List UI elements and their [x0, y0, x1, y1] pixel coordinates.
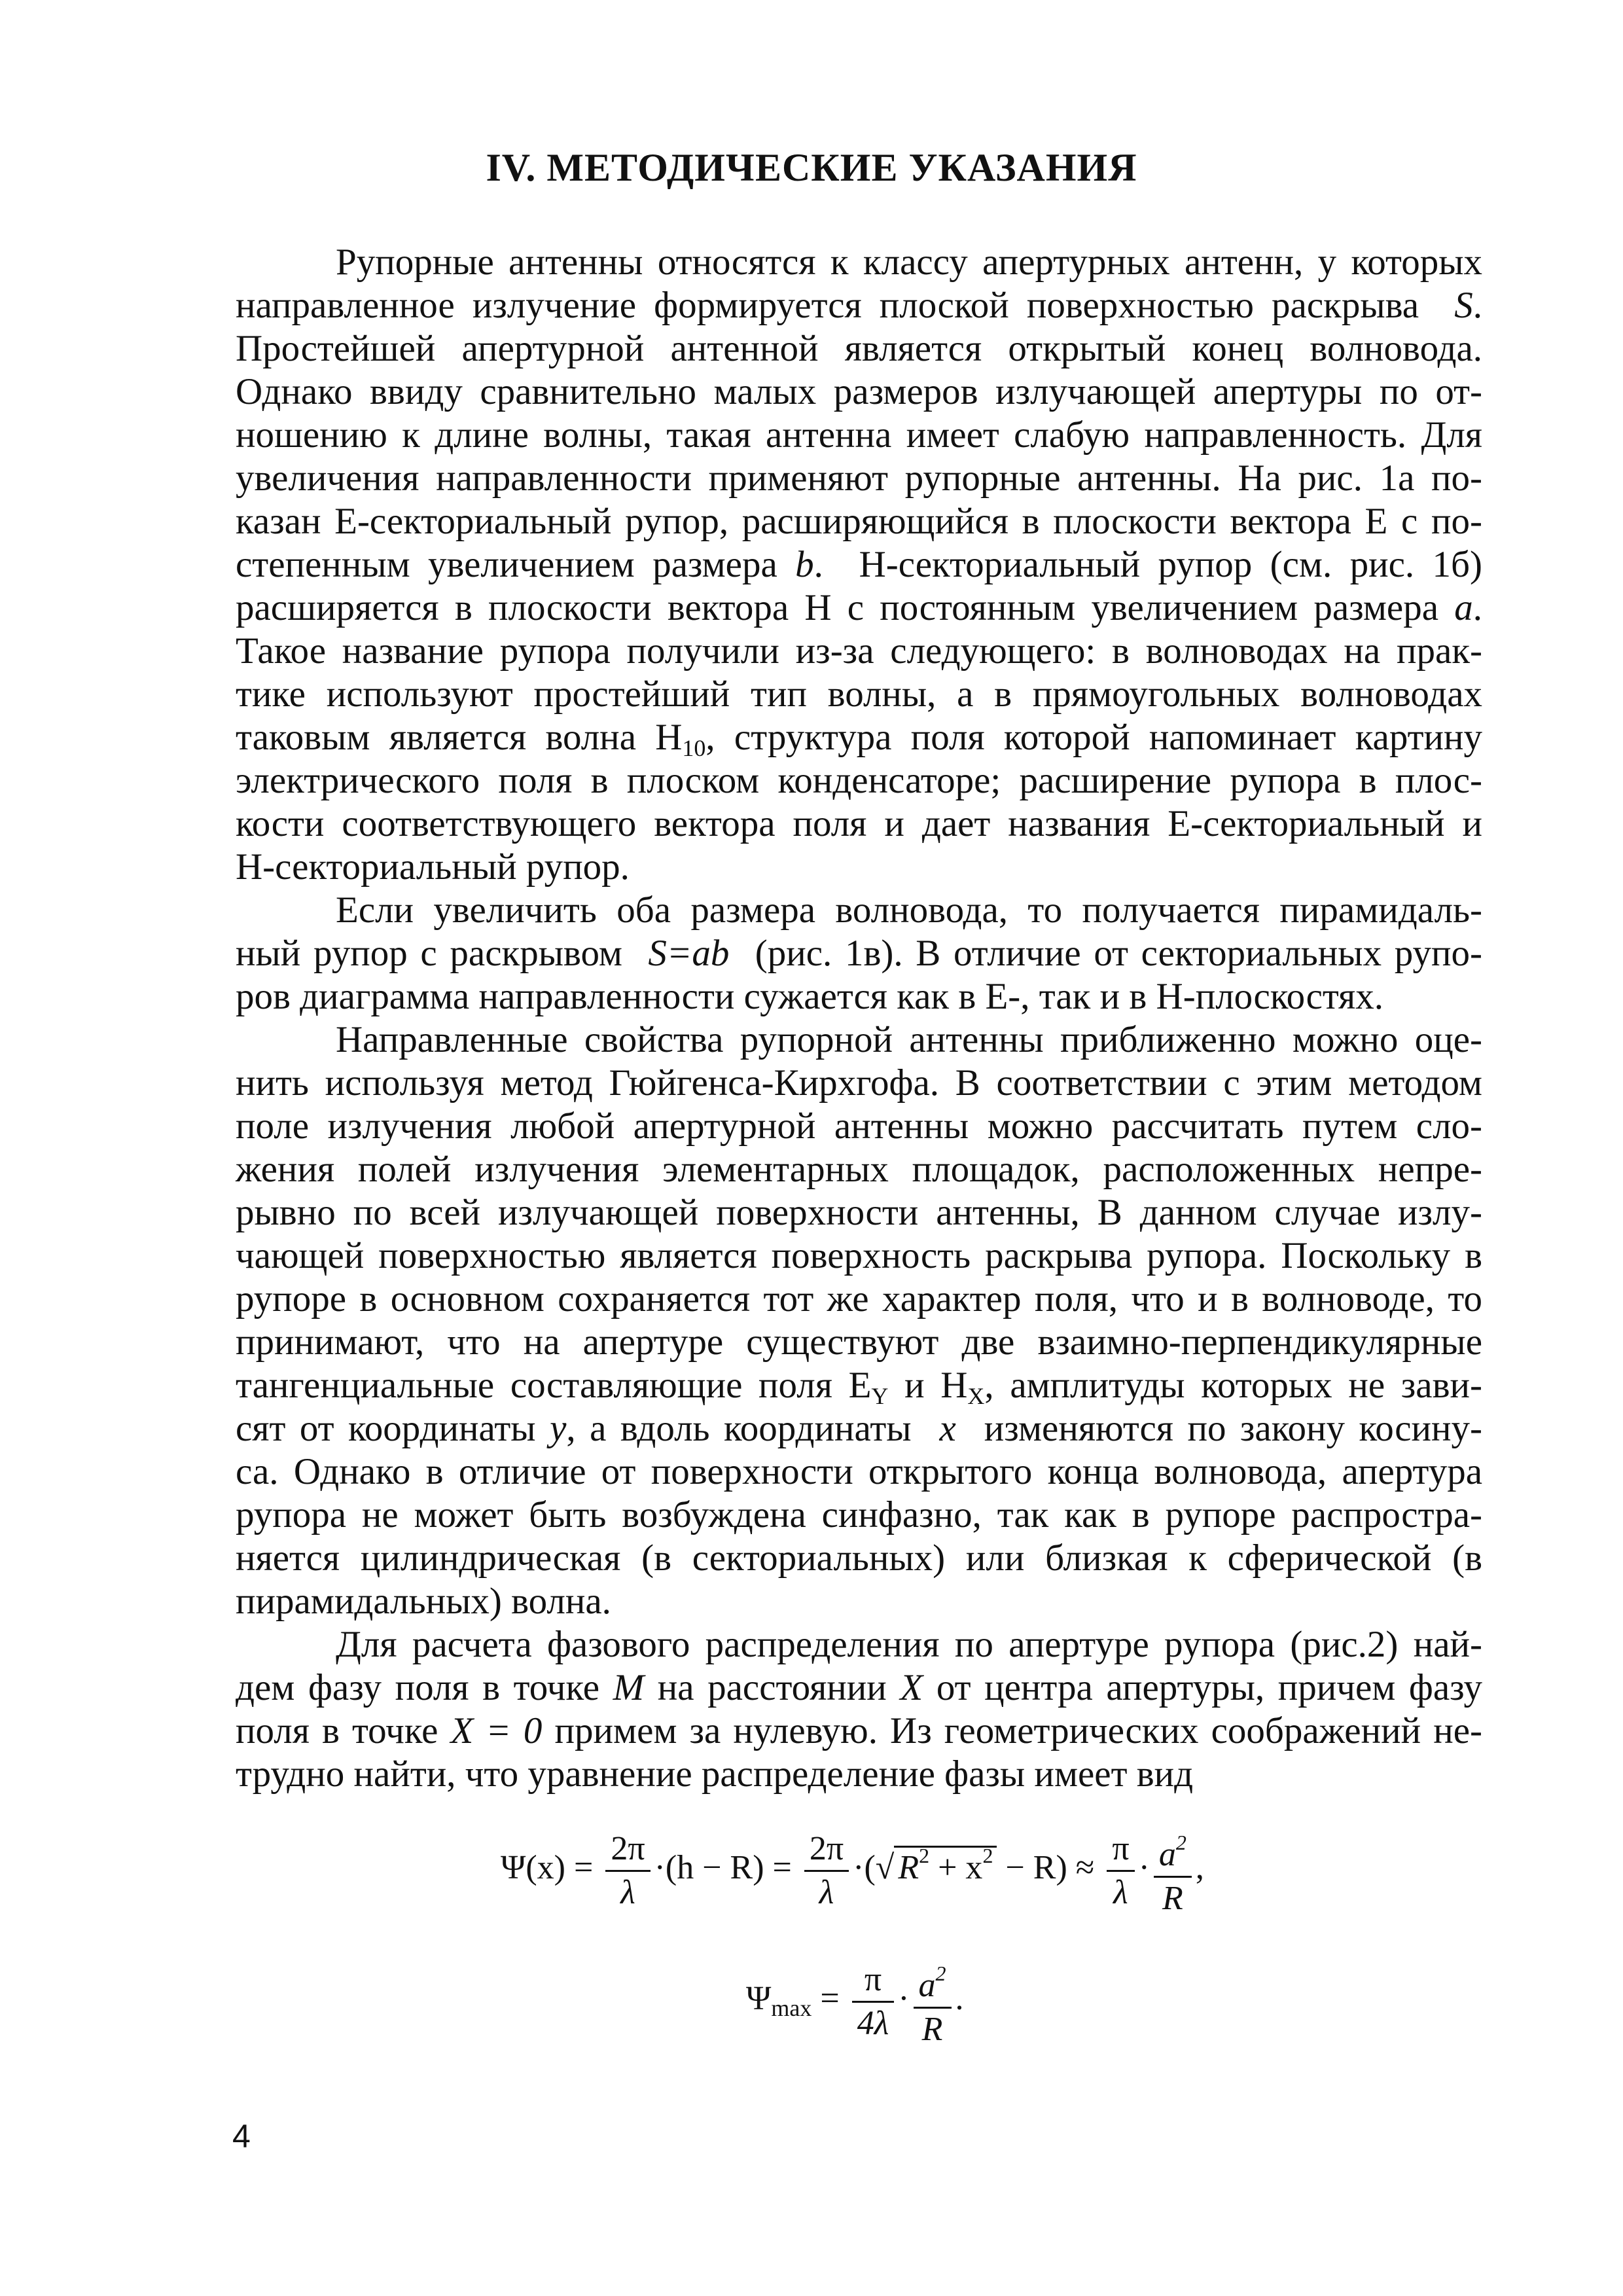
phase-equation: Ψ(x) = $\frac{2\pi}{\lambda}$ ·(h − R) = $\frac{2\pi}{\lambda}$ ·(√ $R^2 + x^2 - R$) ≈ $\frac{\pi}{\lambda}$ · $\frac{a^2}{R}$ ,: [501, 1823, 1204, 1918]
text-line: Н-секториальный рупор.: [236, 846, 630, 888]
fraction: $\frac{2\pi}{\lambda}$: [605, 1829, 650, 1912]
text-line: Такое название рупора получили из-за следующего: в волноводах на прак-: [236, 630, 1482, 672]
text-line: электрического поля в плоском конденсаторе; расширение рупора в плос-: [236, 760, 1482, 801]
text-line: Простейшей апертурной антенной является открытый конец волновода.: [236, 328, 1482, 369]
text-line: са. Однако в отличие от поверхности открытого конца волновода, апертура: [236, 1451, 1482, 1492]
fraction: $\frac{\pi}{4\lambda}$: [852, 1960, 895, 2043]
text-line: ношению к длине волны, такая антенна имеет слабую направленность. Для: [236, 414, 1482, 456]
text-line: пирамидальных) волна.: [236, 1581, 611, 1622]
max-phase-equation: $\Psi_{max}$ = $\frac{\pi}{4\lambda}$ · $\frac{a^2}{R}$ .: [746, 1954, 964, 2049]
text-line: Рупорные антенны относятся к классу апертурных антенн, у которых: [336, 242, 1482, 283]
section-heading: IV. МЕТОДИЧЕСКИЕ УКАЗАНИЯ: [486, 146, 1137, 189]
text-line: Если увеличить оба размера волновода, то получается пирамидаль-: [336, 889, 1482, 931]
page-number: 4: [232, 2118, 251, 2155]
text-line: тангенциальные составляющие поля $Е_Y$ и $Н_X$, амплитуды которых не зави-: [236, 1365, 1482, 1409]
text-line: Однако ввиду сравнительно малых размеров излучающей апертуры по от-: [236, 371, 1482, 412]
text-line: ров диаграмма направленности сужается как в Е-, так и в Н-плоскостях.: [236, 976, 1384, 1017]
text-line: степенным увеличением размера b. Н-секториальный рупор (см. рис. 1б): [236, 544, 1482, 585]
text-line: Для расчета фазового распределения по апертуре рупора (рис.2) най-: [336, 1624, 1482, 1665]
text-line: Направленные свойства рупорной антенны приближенно можно оце-: [336, 1019, 1482, 1060]
text-line: кости соответствующего вектора поля и дает названия Е-секториальный и: [236, 803, 1482, 844]
text-line: направленное излучение формируется плоской поверхностью раскрыва S.: [236, 285, 1483, 326]
text-line: поле излучения любой апертурной антенны можно рассчитать путем сло-: [236, 1105, 1482, 1147]
text-line: дем фазу поля в точке M на расстоянии X от центра апертуры, причем фазу: [236, 1667, 1482, 1708]
fraction: $\frac{2\pi}{\lambda}$: [804, 1829, 849, 1912]
text-line: няется цилиндрическая (в секториальных) или близкая к сферической (в: [236, 1537, 1482, 1579]
text-line: тике используют простейший тип волны, а в прямоугольных волноводах: [236, 673, 1482, 715]
text-line: ный рупор с раскрывом S=ab (рис. 1в). В отличие от секториальных рупо-: [236, 933, 1483, 974]
text-line: рупоре в основном сохраняется тот же характер поля, что и в волноводе, то: [236, 1278, 1482, 1319]
fraction: $\frac{a^2}{R}$: [914, 1954, 952, 2049]
text-line: чающей поверхностью является поверхность раскрыва рупора. Поскольку в: [236, 1235, 1482, 1276]
text-line: таковым является волна $Н_{10}$, структура поля которой напоминает картину: [236, 717, 1482, 761]
text-line: рывно по всей излучающей поверхности антенны, В данном случае излу-: [236, 1192, 1482, 1233]
text-line: сят от координаты y, а вдоль координаты x изменяются по закону косину-: [236, 1408, 1483, 1449]
text-line: трудно найти, что уравнение распределение фазы имеет вид: [236, 1753, 1194, 1795]
text-line: жения полей излучения элементарных площадок, расположенных непре-: [236, 1149, 1482, 1190]
text-line: принимают, что на апертуре существуют две взаимно-перпендикулярные: [236, 1321, 1482, 1363]
text-line: поля в точке X = 0 примем за нулевую. Из геометрических соображений не-: [236, 1710, 1482, 1751]
text-line: казан Е-секториальный рупор, расширяющийся в плоскости вектора Е с по-: [236, 501, 1482, 542]
text-line: увеличения направленности применяют рупорные антенны. На рис. 1а по-: [236, 457, 1482, 499]
text-line: расширяется в плоскости вектора Н с постоянным увеличением размера a.: [236, 587, 1483, 628]
sqrt-expression: $R^2 + x^2$: [894, 1846, 997, 1886]
fraction: $\frac{\pi}{\lambda}$: [1107, 1829, 1134, 1912]
fraction: $\frac{a^2}{R}$: [1154, 1823, 1192, 1918]
text-line: рупора не может быть возбуждена синфазно, так как в рупоре распростра-: [236, 1494, 1482, 1535]
text-line: нить используя метод Гюйгенса-Кирхгофа. В соответствии с этим методом: [236, 1062, 1482, 1103]
